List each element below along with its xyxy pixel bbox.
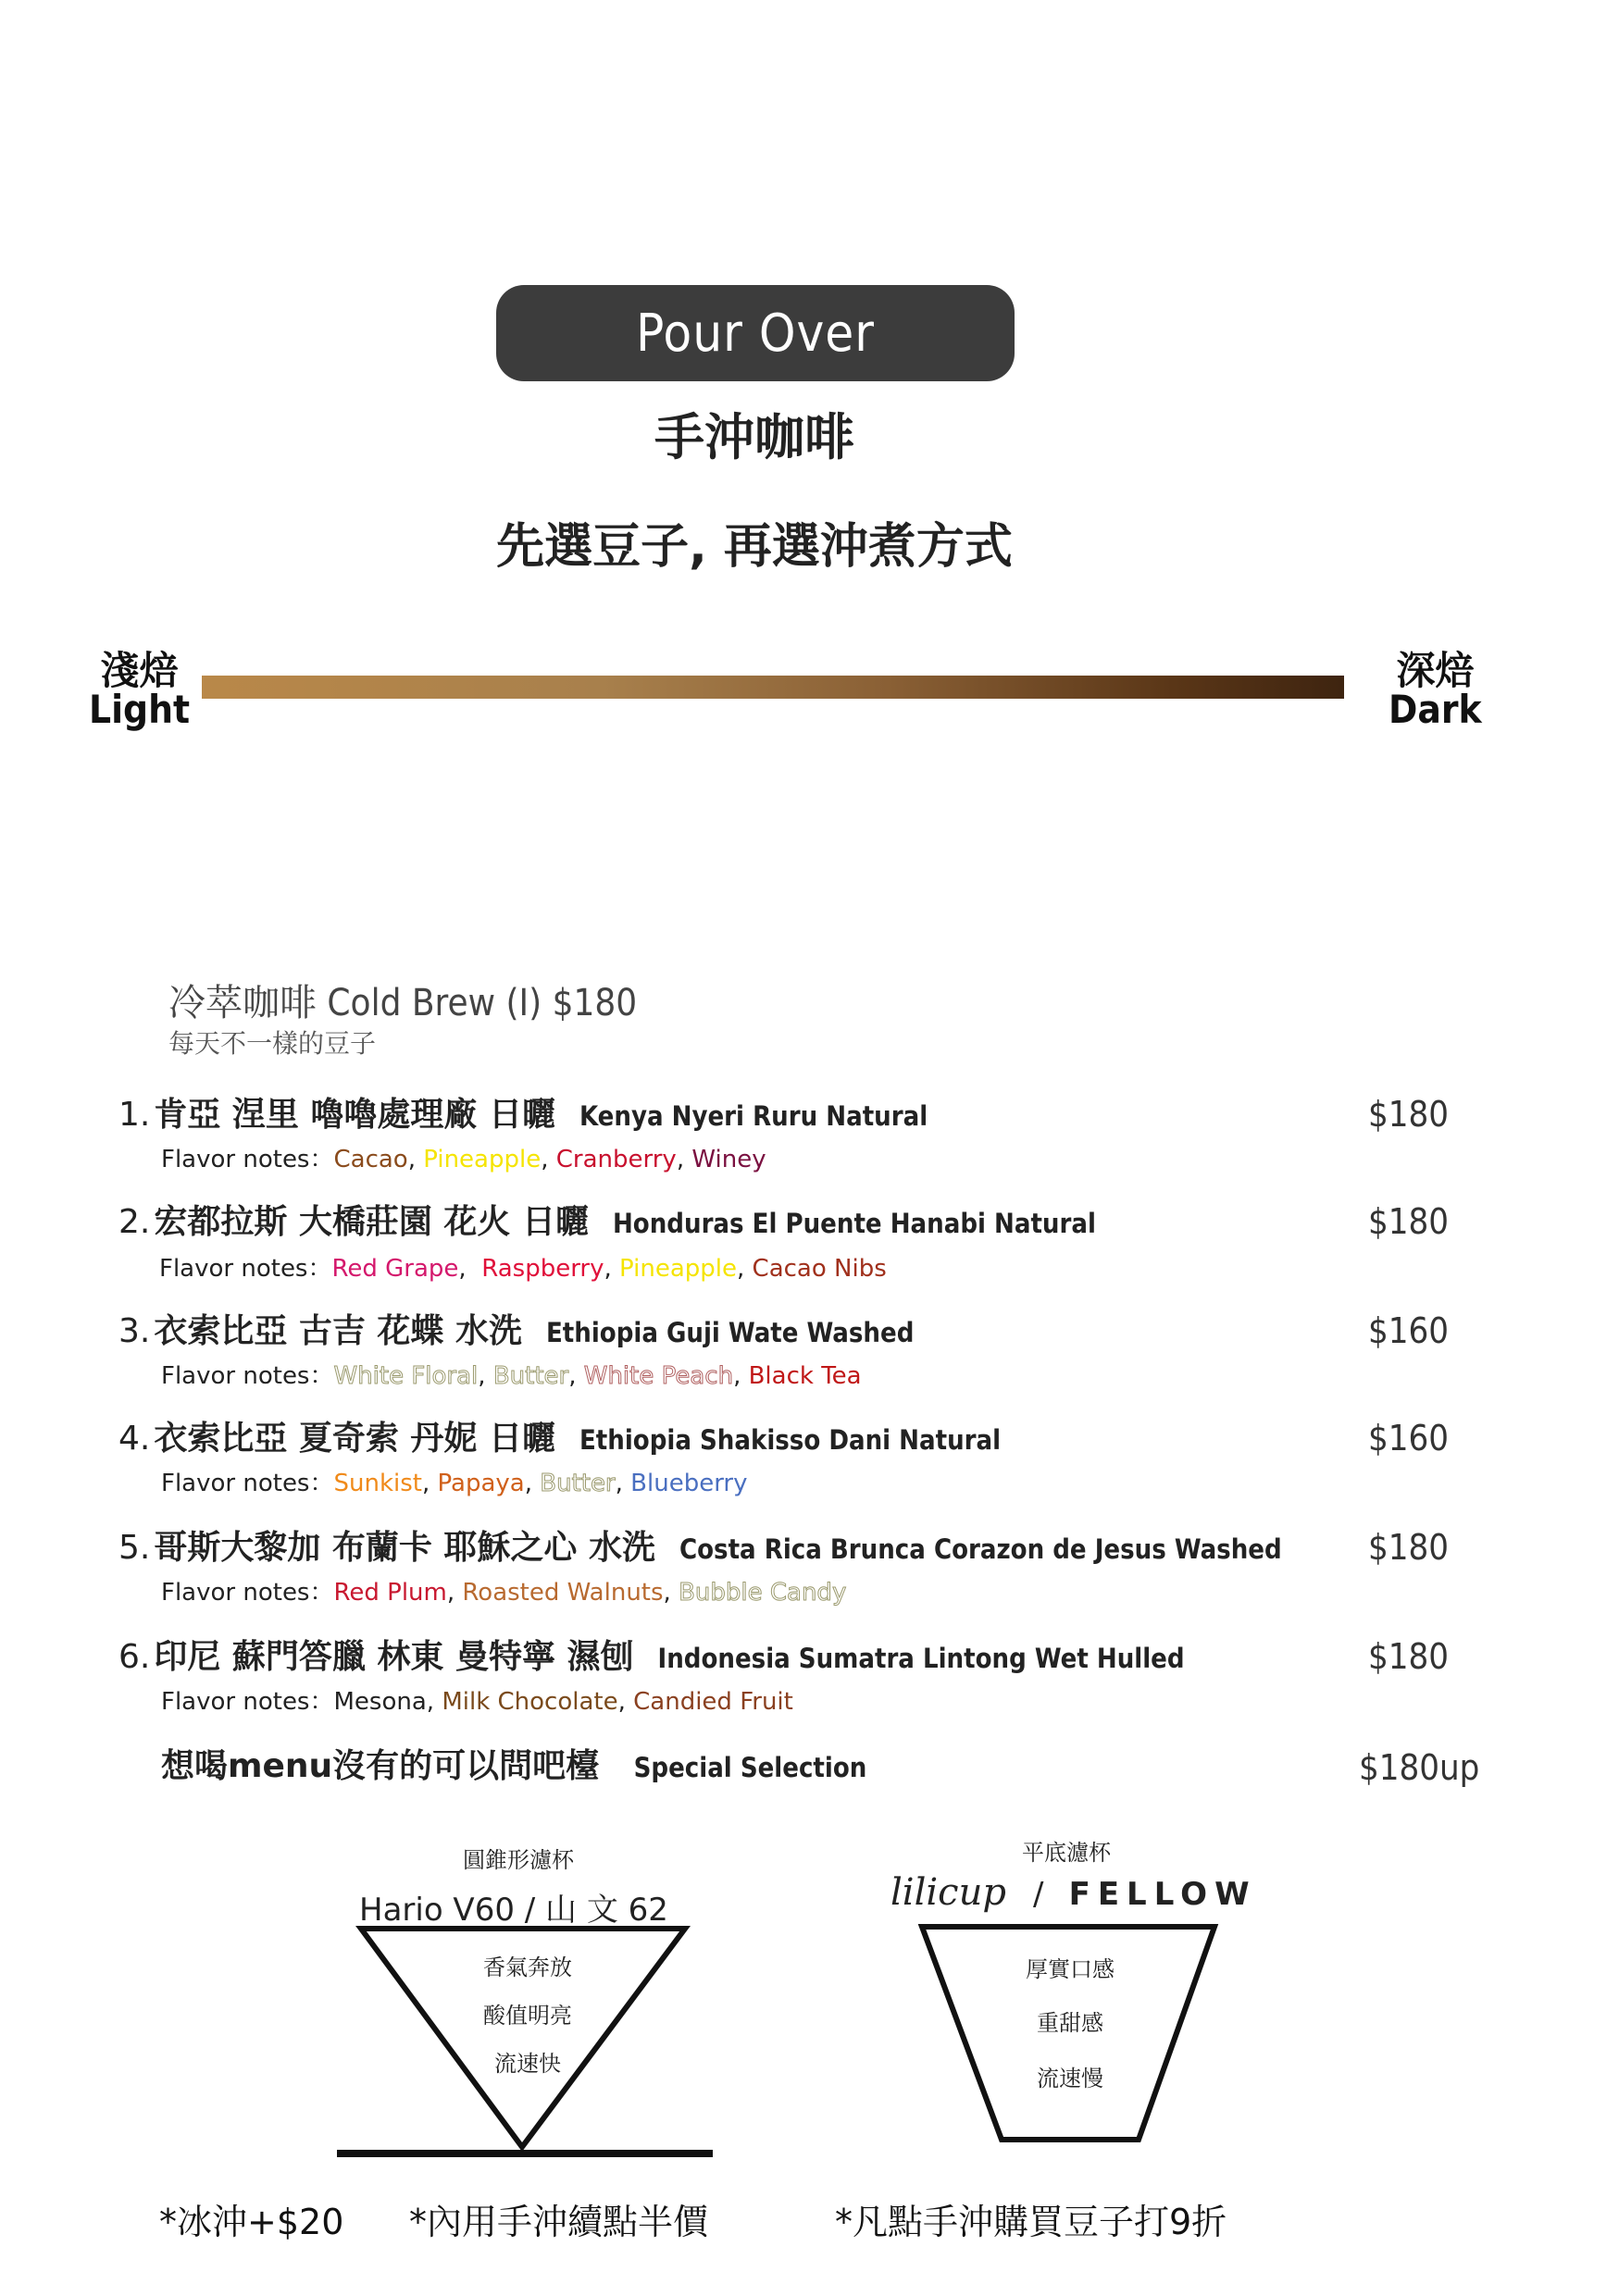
item-price: $160 [1368, 1418, 1449, 1458]
roast-dark-zh: 深焙 [1396, 648, 1475, 693]
flavor-note: , [407, 1146, 424, 1173]
flat-filter-label: 平底濾杯 [1022, 1840, 1111, 1866]
flavor-note: , [568, 1362, 584, 1390]
flavor-notes-row [161, 1573, 846, 1607]
flavor-note: , [458, 1255, 482, 1283]
flavor-note: , [737, 1255, 753, 1283]
item-name-en: Kenya Nyeri Ruru Natural [579, 1100, 928, 1132]
pour-over-title: Pour Over [636, 303, 875, 364]
item-number: 1. [118, 1096, 151, 1134]
flavor-note: White Peach [583, 1362, 734, 1390]
item-name-zh: 衣索比亞 夏奇索 丹妮 日曬 [154, 1420, 555, 1458]
roast-dark-en: Dark [1389, 687, 1482, 732]
menu-item-name-row [118, 1521, 1282, 1569]
flavor-note: Candied Fruit [633, 1688, 793, 1716]
cone-trait-1: 香氣奔放 [483, 1955, 572, 1980]
menu-item-name-row [118, 1412, 1001, 1459]
flavor-notes-label: Flavor notes： [159, 1255, 332, 1283]
item-price: $180 [1368, 1527, 1449, 1568]
flavor-note: Cacao Nibs [752, 1255, 887, 1283]
flavor-notes-row [161, 1140, 766, 1174]
menu-item-name-row [118, 1088, 928, 1136]
flavor-note: , [604, 1255, 620, 1283]
cone-trait-3: 流速快 [494, 2051, 561, 2077]
flavor-note: , [421, 1470, 438, 1497]
flavor-note: Butter [540, 1470, 616, 1497]
special-zh: 想喝menu沒有的可以問吧檯 [161, 1747, 600, 1785]
flavor-note: , [524, 1470, 541, 1497]
cold-brew-title: 冷萃咖啡 Cold Brew (I) $180 [168, 982, 638, 1024]
item-name-en: Indonesia Sumatra Lintong Wet Hulled [657, 1643, 1185, 1674]
item-number: 3. [118, 1312, 151, 1350]
flavor-note: Cacao [333, 1146, 408, 1173]
flavor-note: , [676, 1146, 692, 1173]
flavor-note: , [733, 1362, 749, 1390]
flavor-notes-row [161, 1464, 748, 1498]
roast-dark-label [1389, 648, 1482, 732]
flat-filter-brands [890, 1871, 1257, 1914]
menu-item-name-row [118, 1305, 914, 1352]
flat-trait-3: 流速慢 [1037, 2066, 1103, 2091]
item-name-en: Ethiopia Guji Wate Washed [545, 1317, 915, 1348]
flavor-note: , [426, 1688, 442, 1716]
flavor-note: , [478, 1362, 493, 1390]
roast-light-en: Light [89, 687, 191, 732]
item-name-en: Ethiopia Shakisso Dani Natural [579, 1424, 1002, 1456]
pour-over-title-pill [496, 285, 1015, 381]
flavor-note: Mesona [333, 1688, 427, 1716]
flavor-note: Butter [492, 1362, 569, 1390]
item-number: 2. [118, 1203, 151, 1241]
flavor-note: , [541, 1146, 556, 1173]
flavor-notes-label: Flavor notes： [161, 1579, 334, 1607]
flavor-notes-label: Flavor notes： [161, 1688, 334, 1716]
flavor-note: Red Plum [333, 1579, 447, 1607]
flat-trait-2: 重甜感 [1037, 2010, 1103, 2036]
item-price: $180 [1368, 1636, 1449, 1677]
flavor-note: Cranberry [555, 1146, 677, 1173]
lilicup-brand: lilicup [890, 1871, 1006, 1914]
flavor-notes-row [161, 1682, 793, 1717]
flavor-notes-label: Flavor notes： [161, 1470, 334, 1497]
flavor-note: Papaya [437, 1470, 525, 1497]
menu-item-name-row [118, 1631, 1185, 1678]
cone-filter-brands: Hario V60 / 山 文 62 [359, 1892, 668, 1929]
flavor-note: Roasted Walnuts [462, 1579, 664, 1607]
flavor-note: Raspberry [481, 1255, 604, 1283]
instruction-text: 先選豆子, 再選沖煮方式 [496, 519, 1013, 575]
flavor-note: Milk Chocolate [442, 1688, 618, 1716]
flavor-note: , [663, 1579, 679, 1607]
item-name-zh: 哥斯大黎加 布蘭卡 耶穌之心 水洗 [154, 1529, 655, 1567]
flavor-notes-row [159, 1249, 887, 1284]
item-name-zh: 宏都拉斯 大橋莊園 花火 日曬 [154, 1203, 589, 1241]
item-name-en: Costa Rica Brunca Corazon de Jesus Washed [679, 1533, 1282, 1565]
footer-refill-note: *內用手沖續點半價 [409, 2202, 709, 2242]
footer-iced-note: *冰沖+$20 [159, 2202, 344, 2242]
special-price: $180up [1359, 1747, 1480, 1788]
footer-discount-note: *凡點手沖購買豆子打9折 [835, 2202, 1227, 2242]
item-number: 4. [118, 1420, 151, 1458]
flavor-note: , [617, 1688, 634, 1716]
flavor-notes-row [161, 1357, 862, 1391]
flavor-note: Blueberry [630, 1470, 748, 1497]
cone-filter-label: 圓錐形濾杯 [463, 1847, 574, 1873]
item-name-zh: 印尼 蘇門答臘 林東 曼特寧 濕刨 [154, 1638, 634, 1676]
flavor-note: Winey [691, 1146, 766, 1173]
flat-trait-1: 厚實口感 [1026, 1956, 1115, 1982]
item-price: $180 [1368, 1094, 1449, 1135]
flavor-note: Pineapple [423, 1146, 542, 1173]
roast-light-zh: 淺焙 [100, 648, 179, 693]
item-number: 5. [118, 1529, 151, 1567]
flavor-note: Sunkist [333, 1470, 422, 1497]
menu-item-name-row [118, 1196, 1096, 1243]
roast-gradient-bar [202, 676, 1344, 699]
flavor-note: , [446, 1579, 463, 1607]
item-number: 6. [118, 1638, 151, 1676]
flavor-note: Bubble Candy [679, 1579, 847, 1607]
special-selection-row [161, 1740, 866, 1787]
flavor-note: , [615, 1470, 631, 1497]
brand-separator: / [1033, 1876, 1044, 1913]
cold-brew-subtitle: 每天不一樣的豆子 [168, 1028, 377, 1059]
fellow-brand: FELLOW [1068, 1876, 1257, 1913]
cone-trait-2: 酸值明亮 [483, 2003, 572, 2029]
item-name-zh: 衣索比亞 古吉 花蝶 水洗 [154, 1312, 522, 1350]
flavor-note: Pineapple [619, 1255, 738, 1283]
item-price: $180 [1368, 1201, 1449, 1242]
flavor-notes-label: Flavor notes： [161, 1146, 334, 1173]
flavor-note: White Floral [333, 1362, 479, 1390]
item-name-en: Honduras El Puente Hanabi Natural [612, 1208, 1096, 1239]
special-en: Special Selection [633, 1752, 867, 1783]
flavor-note: Red Grape [331, 1255, 459, 1283]
item-price: $160 [1368, 1310, 1449, 1351]
flavor-note: Black Tea [748, 1362, 862, 1390]
item-name-zh: 肯亞 涅里 嚕嚕處理廠 日曬 [154, 1096, 555, 1134]
title-zh: 手沖咖啡 [654, 408, 854, 466]
roast-light-label [89, 648, 191, 732]
flavor-notes-label: Flavor notes： [161, 1362, 334, 1390]
